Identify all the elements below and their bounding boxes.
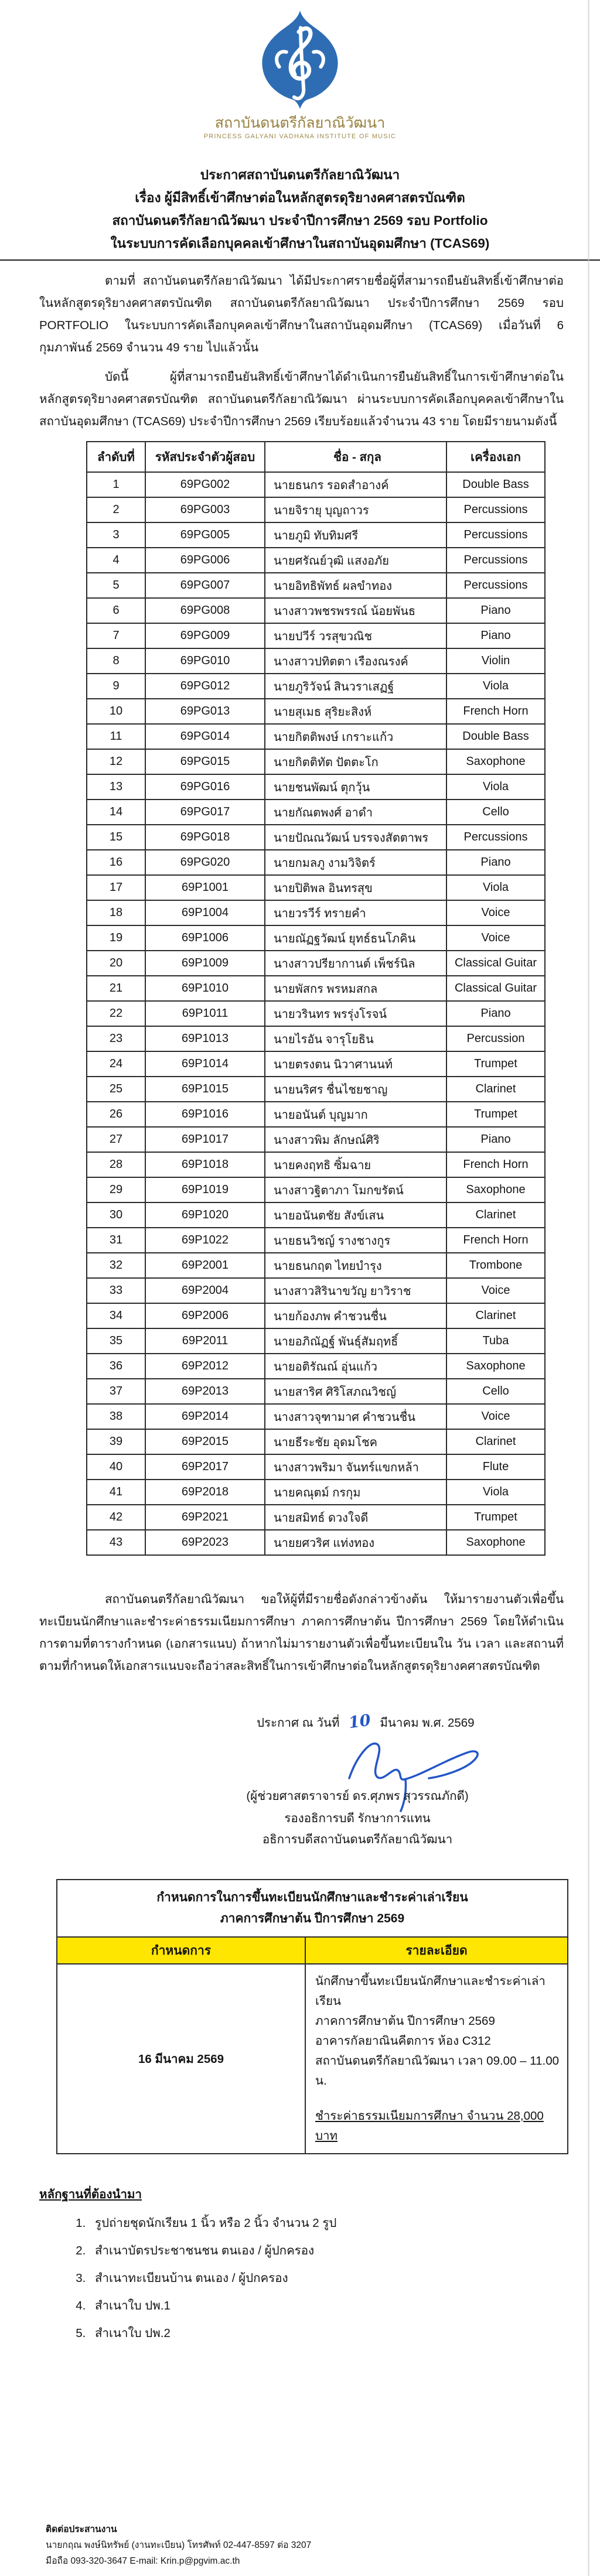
cell-name: นางสาวจุฑามาศ คำชวนชื่น <box>265 1404 446 1429</box>
cell-code: 69P1001 <box>145 875 265 900</box>
cell-code: 69PG015 <box>145 749 265 774</box>
cell-code: 69P1009 <box>145 951 265 976</box>
cell-no: 38 <box>87 1404 145 1429</box>
cell-code: 69PG013 <box>145 699 265 724</box>
cell-no: 29 <box>87 1177 145 1202</box>
cell-instrument: Classical Guitar <box>446 976 545 1001</box>
evidence-list <box>0 2213 600 2343</box>
cell-no: 20 <box>87 951 145 976</box>
cell-code: 69P2004 <box>145 1278 265 1303</box>
cell-code: 69P2014 <box>145 1404 265 1429</box>
table-row <box>87 1127 545 1152</box>
cell-no: 6 <box>87 598 145 623</box>
cell-code: 69P1022 <box>145 1228 265 1253</box>
table-row <box>87 1379 545 1404</box>
cell-no: 4 <box>87 548 145 573</box>
cell-instrument: Piano <box>446 1001 545 1026</box>
schedule-data-row <box>57 1964 568 2154</box>
cell-no: 14 <box>87 800 145 825</box>
table-row <box>87 976 545 1001</box>
schedule-title-line-2: ภาคการศึกษาต้น ปีการศึกษา 2569 <box>220 1912 405 1925</box>
cell-code: 69P2023 <box>145 1530 265 1555</box>
table-row <box>87 497 545 522</box>
table-row <box>87 1404 545 1429</box>
cell-instrument: Saxophone <box>446 749 545 774</box>
cell-name: นายจิรายุ บุญถาวร <box>265 497 446 522</box>
cell-no: 18 <box>87 900 145 925</box>
cell-code: 69PG006 <box>145 548 265 573</box>
cell-code: 69P1013 <box>145 1026 265 1051</box>
cell-instrument: Percussions <box>446 522 545 548</box>
cell-code: 69P1006 <box>145 925 265 951</box>
table-row <box>87 548 545 573</box>
table-row <box>87 1051 545 1077</box>
cell-name: นายนริศร ชื่นไชยชาญ <box>265 1077 446 1102</box>
cell-name: นายพัสกร พรหมสกล <box>265 976 446 1001</box>
date-suffix: มีนาคม พ.ศ. 2569 <box>380 1716 475 1730</box>
contact-footer <box>46 2522 311 2569</box>
cell-instrument: Trumpet <box>446 1505 545 1530</box>
cell-code: 69P2011 <box>145 1328 265 1354</box>
cell-name: นายอภิณัฏฐ์ พันธุ์สัมฤทธิ์ <box>265 1328 446 1354</box>
cell-code: 69PG020 <box>145 850 265 875</box>
evidence-heading: หลักฐานที่ต้องนำมา <box>39 2188 142 2201</box>
cell-code: 69PG018 <box>145 825 265 850</box>
cell-name: นายณัฏฐวัฒน์ ยุทธ์ธนโภคิน <box>265 925 446 951</box>
cell-instrument: Percussions <box>446 573 545 598</box>
cell-name: นายอนันตชัย สังข์เสน <box>265 1202 446 1228</box>
table-row <box>87 1102 545 1127</box>
table-row <box>87 1077 545 1102</box>
cell-code: 69PG003 <box>145 497 265 522</box>
document-title <box>0 163 600 255</box>
table-row <box>87 825 545 850</box>
signature-block <box>0 1733 600 1873</box>
cell-code: 69P1011 <box>145 1001 265 1026</box>
cell-instrument: Clarinet <box>446 1429 545 1454</box>
cell-name: นางสาวปทิตตา เรืองณรงค์ <box>265 648 446 674</box>
table-row <box>87 774 545 800</box>
cell-instrument: Voice <box>446 925 545 951</box>
cell-name: นางสาวพชรพรรณ์ น้อยพันธ <box>265 598 446 623</box>
cell-name: นายปิติพล อินทรสุข <box>265 875 446 900</box>
institute-logo-icon <box>255 9 345 110</box>
cell-code: 69PG016 <box>145 774 265 800</box>
cell-no: 24 <box>87 1051 145 1077</box>
cell-no: 1 <box>87 472 145 497</box>
table-row <box>87 1001 545 1026</box>
table-row <box>87 800 545 825</box>
cell-no: 34 <box>87 1303 145 1328</box>
schedule-title-line-1: กำหนดการในการขึ้นทะเบียนนักศึกษาและชำระค่าเล่าเรียน <box>156 1891 468 1904</box>
cell-code: 69P2018 <box>145 1480 265 1505</box>
cell-code: 69P1015 <box>145 1077 265 1102</box>
cell-no: 23 <box>87 1026 145 1051</box>
cell-instrument: Viola <box>446 674 545 699</box>
cell-no: 12 <box>87 749 145 774</box>
header-no: ลำดับที่ <box>87 442 145 472</box>
cell-no: 31 <box>87 1228 145 1253</box>
paragraph-confirmed: บัดนี้ ผู้ที่สามารถยืนยันสิทธิ์เข้าศึกษาได้ดำเนินการยืนยันสิทธิ์ในการเข้าศึกษาต่อในหลักสูตรดุริยางคศาสตรบัณฑิต สถาบันดนตรีกัลยาณิวัฒนา ผ่านระบบการคัดเลือกบุคคลเข้าศึกษาในสถาบันอุดมศึกษา (TCAS69) ประจำปีการศึกษา 2569 เรียบร้อยแล้วจำนวน 43 ราย โดยมีรายนามดังนี้ <box>39 370 564 428</box>
cell-instrument: Piano <box>446 1127 545 1152</box>
header-name: ชื่อ - สกุล <box>265 442 446 472</box>
cell-no: 27 <box>87 1127 145 1152</box>
table-row <box>87 1505 545 1530</box>
cell-instrument: Piano <box>446 623 545 648</box>
cell-instrument: Viola <box>446 1480 545 1505</box>
table-row <box>87 1202 545 1228</box>
table-row <box>87 724 545 749</box>
cell-name: นายสาริศ ศิริโสภณวิชญ์ <box>265 1379 446 1404</box>
cell-name: นายธนกฤต ไทยบำรุง <box>265 1253 446 1278</box>
table-row <box>87 522 545 548</box>
cell-code: 69P2021 <box>145 1505 265 1530</box>
cell-code: 69P1017 <box>145 1127 265 1152</box>
table-row <box>87 699 545 724</box>
cell-name: นายวรวีร์ ทรายคำ <box>265 900 446 925</box>
cell-name: นายปัณณวัฒน์ บรรจงสัตตาพร <box>265 825 446 850</box>
table-row <box>87 951 545 976</box>
cell-name: นายธนวิชญ์ รางชางกูร <box>265 1228 446 1253</box>
roster-header <box>87 442 545 472</box>
cell-code: 69P2001 <box>145 1253 265 1278</box>
cell-code: 69P1019 <box>145 1177 265 1202</box>
cell-no: 32 <box>87 1253 145 1278</box>
cell-no: 35 <box>87 1328 145 1354</box>
schedule-detail-line: ภาคการศึกษาต้น ปีการศึกษา 2569 <box>315 2014 495 2028</box>
table-row <box>87 850 545 875</box>
table-row <box>87 1354 545 1379</box>
table-row <box>87 598 545 623</box>
title-line-1: ประกาศสถาบันดนตรีกัลยาณิวัฒนา <box>200 168 400 182</box>
cell-no: 13 <box>87 774 145 800</box>
cell-instrument: Trumpet <box>446 1102 545 1127</box>
cell-code: 69PG002 <box>145 472 265 497</box>
contact-line-1: นายกฤณ พงษ์นิทรัพย์ (งานทะเบียน) โทรศัพท์ 02-447-8597 ต่อ 3207 <box>46 2540 312 2550</box>
table-row <box>87 472 545 497</box>
cell-name: นายกิตติทัต ปัตตะโก <box>265 749 446 774</box>
cell-name: นายธนกร รอดสำอางค์ <box>265 472 446 497</box>
cell-code: 69P1010 <box>145 976 265 1001</box>
cell-no: 17 <box>87 875 145 900</box>
cell-no: 40 <box>87 1454 145 1480</box>
schedule-title-row <box>57 1880 568 1937</box>
cell-no: 28 <box>87 1152 145 1177</box>
cell-no: 43 <box>87 1530 145 1555</box>
cell-name: นางสาวปรียากานต์ เพ็ชร์นิล <box>265 951 446 976</box>
table-row <box>87 1328 545 1354</box>
cell-no: 10 <box>87 699 145 724</box>
roster-table <box>86 441 546 1556</box>
schedule-detail-line: อาคารกัลยาณินคีตการ ห้อง C312 <box>315 2034 491 2048</box>
table-row <box>87 1480 545 1505</box>
cell-instrument: Double Bass <box>446 724 545 749</box>
cell-code: 69P1004 <box>145 900 265 925</box>
cell-no: 22 <box>87 1001 145 1026</box>
cell-code: 69P1014 <box>145 1051 265 1077</box>
cell-name: นายอติรัณณ์ อุ่นแก้ว <box>265 1354 446 1379</box>
cell-name: นายยศวริศ แท่งทอง <box>265 1530 446 1555</box>
contact-heading: ติดต่อประสานงาน <box>46 2524 117 2534</box>
cell-instrument: Cello <box>446 800 545 825</box>
cell-code: 69PG010 <box>145 648 265 674</box>
table-row <box>87 925 545 951</box>
cell-instrument: Voice <box>446 1278 545 1303</box>
cell-instrument: Clarinet <box>446 1077 545 1102</box>
cell-no: 8 <box>87 648 145 674</box>
schedule-detail-line: สถาบันดนตรีกัลยาณิวัฒนา เวลา 09.00 – 11.00 น. <box>315 2054 560 2088</box>
cell-name: นายสุเมธ สุริยะสิงห์ <box>265 699 446 724</box>
table-row <box>87 1228 545 1253</box>
cell-instrument: Voice <box>446 1404 545 1429</box>
cell-instrument: Percussions <box>446 548 545 573</box>
cell-no: 36 <box>87 1354 145 1379</box>
cell-name: นางสาวพริมา จันทร์แขกหล้า <box>265 1454 446 1480</box>
cell-name: นางสาวฐิตาภา โมกขรัตน์ <box>265 1177 446 1202</box>
cell-instrument: Viola <box>446 875 545 900</box>
cell-no: 9 <box>87 674 145 699</box>
cell-name: นายตรงตน นิวาศานนท์ <box>265 1051 446 1077</box>
cell-name: นายคงฤทธิ ซิ้มฉาย <box>265 1152 446 1177</box>
handwritten-day: 10 <box>347 1711 372 1733</box>
table-row <box>87 1152 545 1177</box>
cell-no: 3 <box>87 522 145 548</box>
schedule-detail-lines <box>315 1972 561 2091</box>
cell-no: 42 <box>87 1505 145 1530</box>
cell-instrument: French Horn <box>446 1152 545 1177</box>
cell-instrument: Voice <box>446 900 545 925</box>
cell-code: 69P1016 <box>145 1102 265 1127</box>
cell-no: 41 <box>87 1480 145 1505</box>
cell-code: 69P1020 <box>145 1202 265 1228</box>
cell-no: 39 <box>87 1429 145 1454</box>
signer-title-2: อธิการบดีสถาบันดนตรีกัลยาณิวัฒนา <box>262 1833 453 1846</box>
title-divider <box>0 259 600 261</box>
schedule-header-details: รายละเอียด <box>305 1937 568 1964</box>
title-line-4: ในระบบการคัดเลือกบุคคลเข้าศึกษาในสถาบันอุดมศึกษา (TCAS69) <box>110 236 490 251</box>
cell-no: 30 <box>87 1202 145 1228</box>
cell-name: นายไรอัน จารุโยธิน <box>265 1026 446 1051</box>
institute-name-english: PRINCESS GALYANI VADHANA INSTITUTE OF MUSIC <box>203 133 397 140</box>
institute-logo-block <box>0 0 600 141</box>
cell-instrument: Saxophone <box>446 1354 545 1379</box>
header-instrument: เครื่องเอก <box>446 442 545 472</box>
cell-code: 69P2006 <box>145 1303 265 1328</box>
cell-name: นายภูริวัจน์ สินวราเสฏฐ์ <box>265 674 446 699</box>
cell-name: นางสาวพิม ลักษณ์ศิริ <box>265 1127 446 1152</box>
cell-instrument: Piano <box>446 850 545 875</box>
table-row <box>87 875 545 900</box>
cell-name: นายชนพัฒน์ ตุกวุ้น <box>265 774 446 800</box>
cell-name: นายอิทธิพัทธ์ ผลขำทอง <box>265 573 446 598</box>
cell-name: นายกิตติพงษ์ เกราะแก้ว <box>265 724 446 749</box>
cell-instrument: French Horn <box>446 1228 545 1253</box>
cell-code: 69P2013 <box>145 1379 265 1404</box>
schedule-table <box>56 1879 568 2154</box>
cell-code: 69P2015 <box>145 1429 265 1454</box>
cell-no: 15 <box>87 825 145 850</box>
table-row <box>87 573 545 598</box>
cell-code: 69PG008 <box>145 598 265 623</box>
cell-no: 37 <box>87 1379 145 1404</box>
evidence-item: 4. สำเนาใบ ปพ.1 <box>89 2296 600 2315</box>
scan-edge-shadow <box>588 0 589 2576</box>
title-line-3: สถาบันดนตรีกัลยาณิวัฒนา ประจำปีการศึกษา 2569 รอบ Portfolio <box>112 213 488 228</box>
contact-line-2: มือถือ 093-320-3647 E-mail: Krin.p@pgvim.ac.th <box>46 2556 240 2566</box>
cell-no: 19 <box>87 925 145 951</box>
cell-instrument: Percussions <box>446 825 545 850</box>
table-row <box>87 1026 545 1051</box>
cell-code: 69PG014 <box>145 724 265 749</box>
cell-instrument: French Horn <box>446 699 545 724</box>
cell-code: 69P1018 <box>145 1152 265 1177</box>
evidence-item: 5. สำเนาใบ ปพ.2 <box>89 2324 600 2343</box>
table-row <box>87 623 545 648</box>
cell-name: นายวรินทร พรรุ่งโรจน์ <box>265 1001 446 1026</box>
table-row <box>87 1530 545 1555</box>
schedule-details-cell <box>305 1964 568 2154</box>
table-row <box>87 749 545 774</box>
cell-name: นายศรัณย์วุฒิ แสงอภัย <box>265 548 446 573</box>
signer-name: (ผู้ช่วยศาสตราจารย์ ดร.ศุภพร สุวรรณภักดี) <box>246 1789 469 1803</box>
cell-code: 69PG012 <box>145 674 265 699</box>
schedule-title-cell <box>57 1880 568 1937</box>
cell-instrument: Tuba <box>446 1328 545 1354</box>
cell-instrument: Viola <box>446 774 545 800</box>
table-row <box>87 1454 545 1480</box>
cell-code: 69PG017 <box>145 800 265 825</box>
cell-instrument: Percussions <box>446 497 545 522</box>
cell-instrument: Saxophone <box>446 1530 545 1555</box>
cell-name: นางสาวสิรินาขวัญ ยาวิราช <box>265 1278 446 1303</box>
table-row <box>87 1253 545 1278</box>
cell-instrument: Clarinet <box>446 1303 545 1328</box>
table-row <box>87 1278 545 1303</box>
cell-name: นายอนันต์ บุญมาก <box>265 1102 446 1127</box>
cell-name: นายภูมิ ทับทิมศรี <box>265 522 446 548</box>
cell-instrument: Violin <box>446 648 545 674</box>
roster-body <box>87 472 545 1555</box>
evidence-item: 1. รูปถ่ายชุดนักเรียน 1 นิ้ว หรือ 2 นิ้ว จำนวน 2 รูป <box>89 2213 600 2233</box>
cell-no: 26 <box>87 1102 145 1127</box>
cell-instrument: Clarinet <box>446 1202 545 1228</box>
paragraph-report-instruction: สถาบันดนตรีกัลยาณิวัฒนา ขอให้ผู้ที่มีรายชื่อดังกล่าวข้างต้น ให้มารายงานตัวเพื่อขึ้นทะเบียนนักศึกษาและชำระค่าธรรมเนียมการศึกษา ภาคการศึกษาต้น ปีการศึกษา 2569 โดยให้ดำเนินการตามที่ตารางกำหนด (เอกสารแนบ) ถ้าหากไม่มารายงานตัวเพื่อขึ้นทะเบียนใน วัน เวลา และสถานที่ตามที่กำหนดให้เอกสารแนบจะถือว่าสละสิทธิ์ในการเข้าศึกษาต่อในหลักสูตรดุริยางคศาสตรบัณฑิต <box>39 1593 564 1673</box>
institute-name-thai: สถาบันดนตรีกัลยาณิวัฒนา <box>214 115 386 131</box>
cell-no: 16 <box>87 850 145 875</box>
cell-no: 33 <box>87 1278 145 1303</box>
cell-name: นายกัณตพงศ์ อาดำ <box>265 800 446 825</box>
paragraph-intro: ตามที่ สถาบันดนตรีกัลยาณิวัฒนา ได้มีประกาศรายชื่อผู้ที่สามารถยืนยันสิทธิ์เข้าศึกษาต่อในหลักสูตรดุริยางคศาสตรบัณฑิต สถาบันดนตรีกัลยาณิวัฒนา ประจำปีการศึกษา 2569 รอบ PORTFOLIO ในระบบการคัดเลือกบุคคลเข้าศึกษาในสถาบันอุดมศึกษา (TCAS69) เมื่อวันที่ 6 กุมภาพันธ์ 2569 จำนวน 49 ราย ไปแล้วนั้น <box>39 274 564 354</box>
table-row <box>87 1303 545 1328</box>
cell-no: 5 <box>87 573 145 598</box>
schedule-header-row <box>57 1937 568 1964</box>
evidence-item: 2. สำเนาบัตรประชาชนชน ตนเอง / ผู้ปกครอง <box>89 2241 600 2260</box>
cell-name: นายปวีร์ วรสุขวณิช <box>265 623 446 648</box>
fee-note: ชำระค่าธรรมเนียมการศึกษา จำนวน 28,000 บาท <box>315 2109 544 2143</box>
cell-code: 69P2012 <box>145 1354 265 1379</box>
roster-header-row <box>87 442 545 472</box>
table-row <box>87 648 545 674</box>
table-row <box>87 1429 545 1454</box>
cell-instrument: Flute <box>446 1454 545 1480</box>
cell-code: 69P2017 <box>145 1454 265 1480</box>
date-prefix: ประกาศ ณ วันที่ <box>257 1716 340 1730</box>
cell-no: 11 <box>87 724 145 749</box>
cell-instrument: Percussion <box>446 1026 545 1051</box>
cell-name: นายคณุตม์ กรกุม <box>265 1480 446 1505</box>
cell-name: นายก้องภพ คำชวนชื่น <box>265 1303 446 1328</box>
header-code: รหัสประจำตัวผู้สอบ <box>145 442 265 472</box>
cell-name: นายสมิทธ์ ดวงใจดี <box>265 1505 446 1530</box>
cell-instrument: Trombone <box>446 1253 545 1278</box>
cell-instrument: Classical Guitar <box>446 951 545 976</box>
evidence-item: 3. สำเนาทะเบียนบ้าน ตนเอง / ผู้ปกครอง <box>89 2268 600 2288</box>
cell-code: 69PG007 <box>145 573 265 598</box>
signer-title-1: รองอธิการบดี รักษาการแทน <box>284 1812 431 1825</box>
cell-no: 25 <box>87 1077 145 1102</box>
cell-instrument: Double Bass <box>446 472 545 497</box>
cell-no: 7 <box>87 623 145 648</box>
cell-name: นายกมลภู งามวิจิตร์ <box>265 850 446 875</box>
schedule-detail-line: นักศึกษาขึ้นทะเบียนนักศึกษาและชำระค่าเล่าเรียน <box>315 1974 546 2008</box>
title-line-2: เรื่อง ผู้มีสิทธิ์เข้าศึกษาต่อในหลักสูตรดุริยางคศาสตรบัณฑิต <box>135 190 465 205</box>
cell-instrument: Saxophone <box>446 1177 545 1202</box>
schedule-header-date: กำหนดการ <box>57 1937 305 1964</box>
cell-instrument: Cello <box>446 1379 545 1404</box>
cell-no: 21 <box>87 976 145 1001</box>
cell-code: 69PG005 <box>145 522 265 548</box>
cell-name: นายธีระชัย อุดมโชค <box>265 1429 446 1454</box>
table-row <box>87 1177 545 1202</box>
schedule-date-cell: 16 มีนาคม 2569 <box>57 1964 305 2154</box>
cell-instrument: Trumpet <box>446 1051 545 1077</box>
table-row <box>87 674 545 699</box>
cell-instrument: Piano <box>446 598 545 623</box>
cell-no: 2 <box>87 497 145 522</box>
cell-code: 69PG009 <box>145 623 265 648</box>
table-row <box>87 900 545 925</box>
